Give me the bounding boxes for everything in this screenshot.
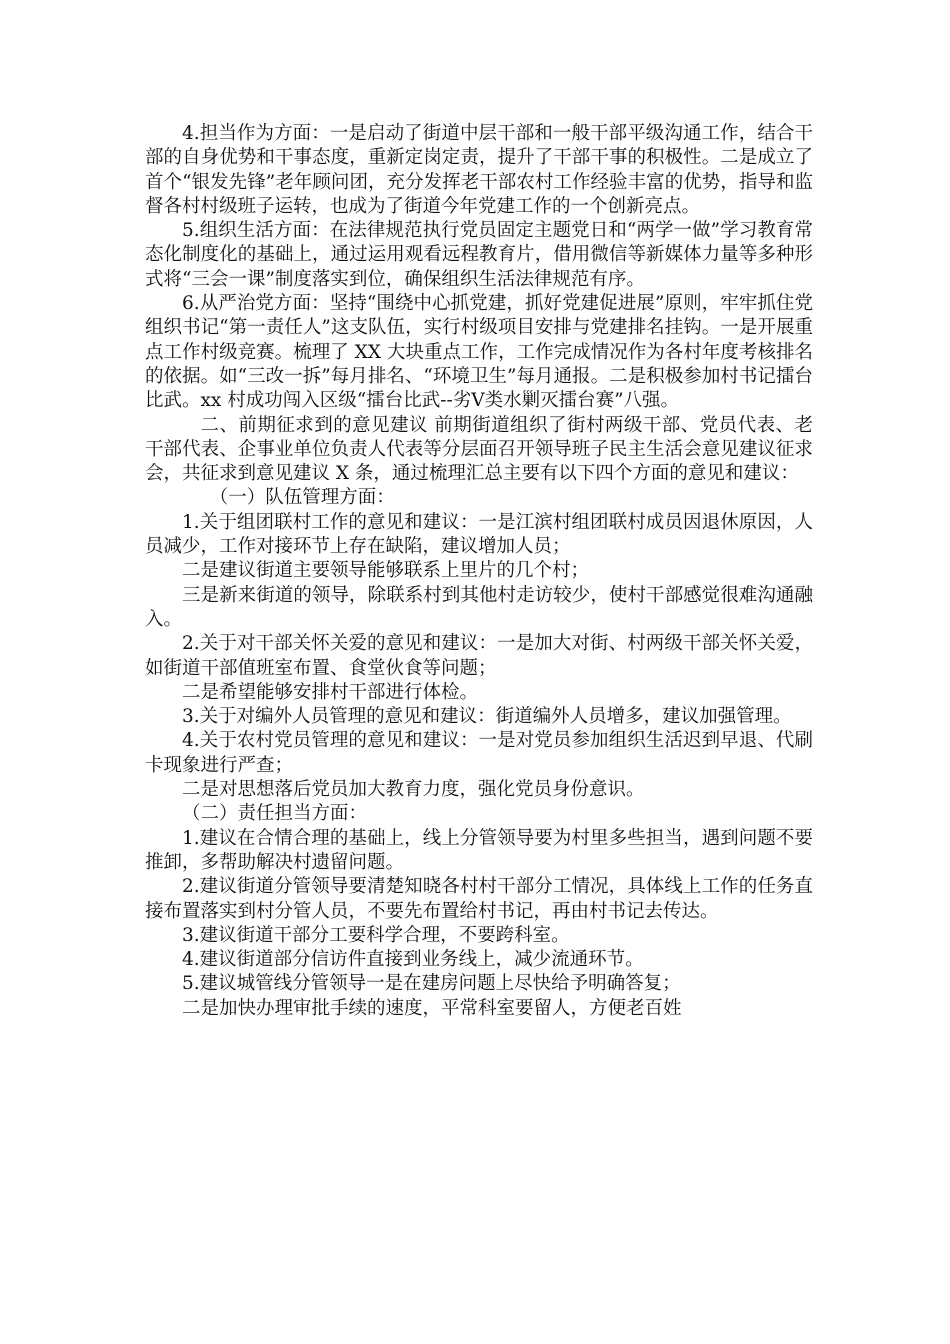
paragraph-suggestion-2: 2.建议街道分管领导要清楚知晓各村村干部分工情况，具体线上工作的任务直接布置落实到村分管人员，不要先布置给村书记，再由村书记去传达。 xyxy=(145,876,813,922)
paragraph-party-member-2: 二是对思想落后党员加大教育力度，强化党员身份意识。 xyxy=(182,779,645,801)
paragraph-village-group-2: 二是建议街道主要领导能够联系上里片的几个村； xyxy=(182,560,590,582)
paragraph-cadre-care-2: 二是希望能够安排村干部进行体检。 xyxy=(182,681,479,703)
section-heading-suggestions: 二、前期征求到的意见建议 前期街道组织了街村两级干部、党员代表、老干部代表、企事业单位负责人代表等分层面召开领导班子民主生活会意见建议征求会，共征求到意见建议 X 条，通过梳理汇总主要有以下四个方面的意见和建议： xyxy=(145,414,813,485)
paragraph-responsibility-4: 4.担当作为方面：一是启动了街道中层干部和一般干部平级沟通工作，结合干部的自身优势和干事态度，重新定岗定责，提升了干部干事的积极性。二是成立了首个“银发先锋”老年顾问团，充分发挥老干部农村工作经验丰富的优势，指导和监督各村村级班子运转，也成为了街道今年党建工作的一个创新亮点。 xyxy=(145,123,813,217)
paragraph-party-member-1: 4.关于农村党员管理的意见和建议：一是对党员参加组织生活迟到早退、代刷卡现象进行严查； xyxy=(145,730,813,776)
paragraph-village-group-1: 1.关于组团联村工作的意见和建议：一是江滨村组团联村成员因退休原因，人员减少，工作对接环节上存在缺陷，建议增加人员； xyxy=(145,511,813,558)
subheading-team-management: （一）队伍管理方面： xyxy=(209,487,395,509)
paragraph-village-group-3: 三是新来街道的领导，除联系村到其他村走访较少，使村干部感觉很难沟通融入。 xyxy=(145,584,813,630)
subheading-responsibility: （二）责任担当方面： xyxy=(182,803,368,825)
paragraph-suggestion-5-cont: 二是加快办理审批手续的速度，平常科室要留人，方便老百姓 xyxy=(182,997,682,1019)
paragraph-strict-governance-6: 6.从严治党方面：坚持“围绕中心抓党建，抓好党建促进展”原则，牢牢抓住党组织书记“第一责任人”这支队伍，实行村级项目安排与党建排名挂钩。一是开展重点工作村级竞赛。梳理了 XX 大块重点工作，工作完成情况作为各村年度考核排名的依据。如“三改一拆”每月排名、“环境卫生”每月通报。二是积极参加村书记擂台比武。xx 村成功闯入区级“擂台比武--劣Ⅴ类水剿灭擂台赛”八强。 xyxy=(145,293,813,412)
document-body xyxy=(145,122,813,1021)
paragraph-suggestion-1: 1.建议在合情合理的基础上，线上分管领导要为村里多些担当，遇到问题不要推卸，多帮助解决村遗留问题。 xyxy=(145,827,813,873)
paragraph-organization-life-5: 5.组织生活方面：在法律规范执行党员固定主题党日和“两学一做”学习教育常态化制度化的基础上，通过运用观看远程教育片，借用微信等新媒体力量等多种形式将“三会一课”制度落实到位，确保组织生活法律规范有序。 xyxy=(145,220,813,290)
paragraph-cadre-care-1: 2.关于对干部关怀关爱的意见和建议：一是加大对街、村两级干部关怀关爱，如街道干部值班室布置、食堂伙食等问题； xyxy=(145,633,813,679)
paragraph-suggestion-4: 4.建议街道部分信访件直接到业务线上，减少流通环节。 xyxy=(182,949,644,971)
paragraph-suggestion-5: 5.建议城管线分管领导一是在建房问题上尽快给予明确答复； xyxy=(182,973,681,995)
paragraph-suggestion-3: 3.建议街道干部分工要科学合理，不要跨科室。 xyxy=(182,924,570,946)
paragraph-staff-management: 3.关于对编外人员管理的意见和建议：街道编外人员增多，建议加强管理。 xyxy=(182,706,792,728)
